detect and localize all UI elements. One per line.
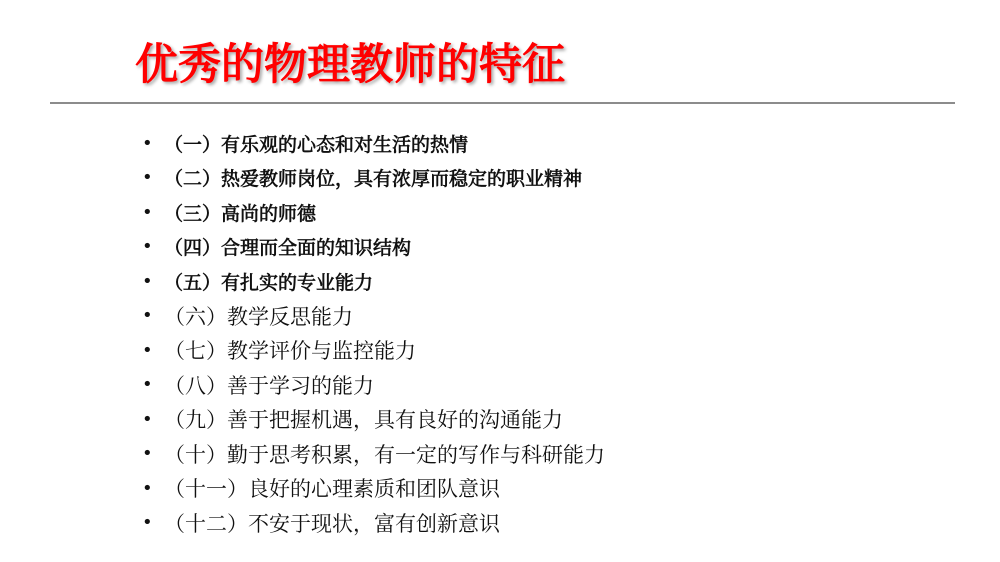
list-item [140,471,605,506]
slide-title: 优秀的物理教师的特征 [135,40,565,90]
bullet-icon: • [142,339,153,361]
list-item-text: （七）教学评价与监控能力 [164,339,416,364]
bullet-icon: • [142,408,153,430]
list-item-text: （十）勤于思考积累，有一定的写作与科研能力 [164,442,605,467]
list-item [140,230,605,265]
bullet-icon: • [142,270,153,292]
bullet-icon: • [142,305,153,327]
list-item-text: （三）高尚的师德 [164,202,317,225]
list-item [140,506,605,541]
list-item [140,126,605,161]
title-divider [50,102,955,104]
bullet-icon: • [142,236,153,258]
list-item-text: （九）善于把握机遇，具有良好的沟通能力 [164,408,563,433]
list-item-text: （六）教学反思能力 [164,304,353,329]
list-item [140,368,605,403]
bullet-icon: • [142,132,153,154]
list-item [140,195,605,230]
bullet-list [140,126,605,540]
list-item-text: （四）合理而全面的知识结构 [164,237,412,260]
list-item [140,161,605,196]
list-item-text: （十一）良好的心理素质和团队意识 [164,477,500,502]
bullet-icon: • [142,477,153,499]
list-item [140,264,605,299]
list-item [140,299,605,334]
list-item-text: （二）热爱教师岗位，具有浓厚而稳定的职业精神 [164,168,583,191]
bullet-icon: • [142,443,153,465]
list-item [140,437,605,472]
bullet-icon: • [142,167,153,189]
bullet-icon: • [142,201,153,223]
list-item-text: （一）有乐观的心态和对生活的热情 [164,133,469,156]
list-item [140,333,605,368]
bullet-icon: • [142,374,153,396]
list-item-text: （八）善于学习的能力 [164,373,374,398]
list-item [140,402,605,437]
list-item-text: （十二）不安于现状，富有创新意识 [164,511,500,536]
list-item-text: （五）有扎实的专业能力 [164,271,374,294]
bullet-icon: • [142,512,153,534]
